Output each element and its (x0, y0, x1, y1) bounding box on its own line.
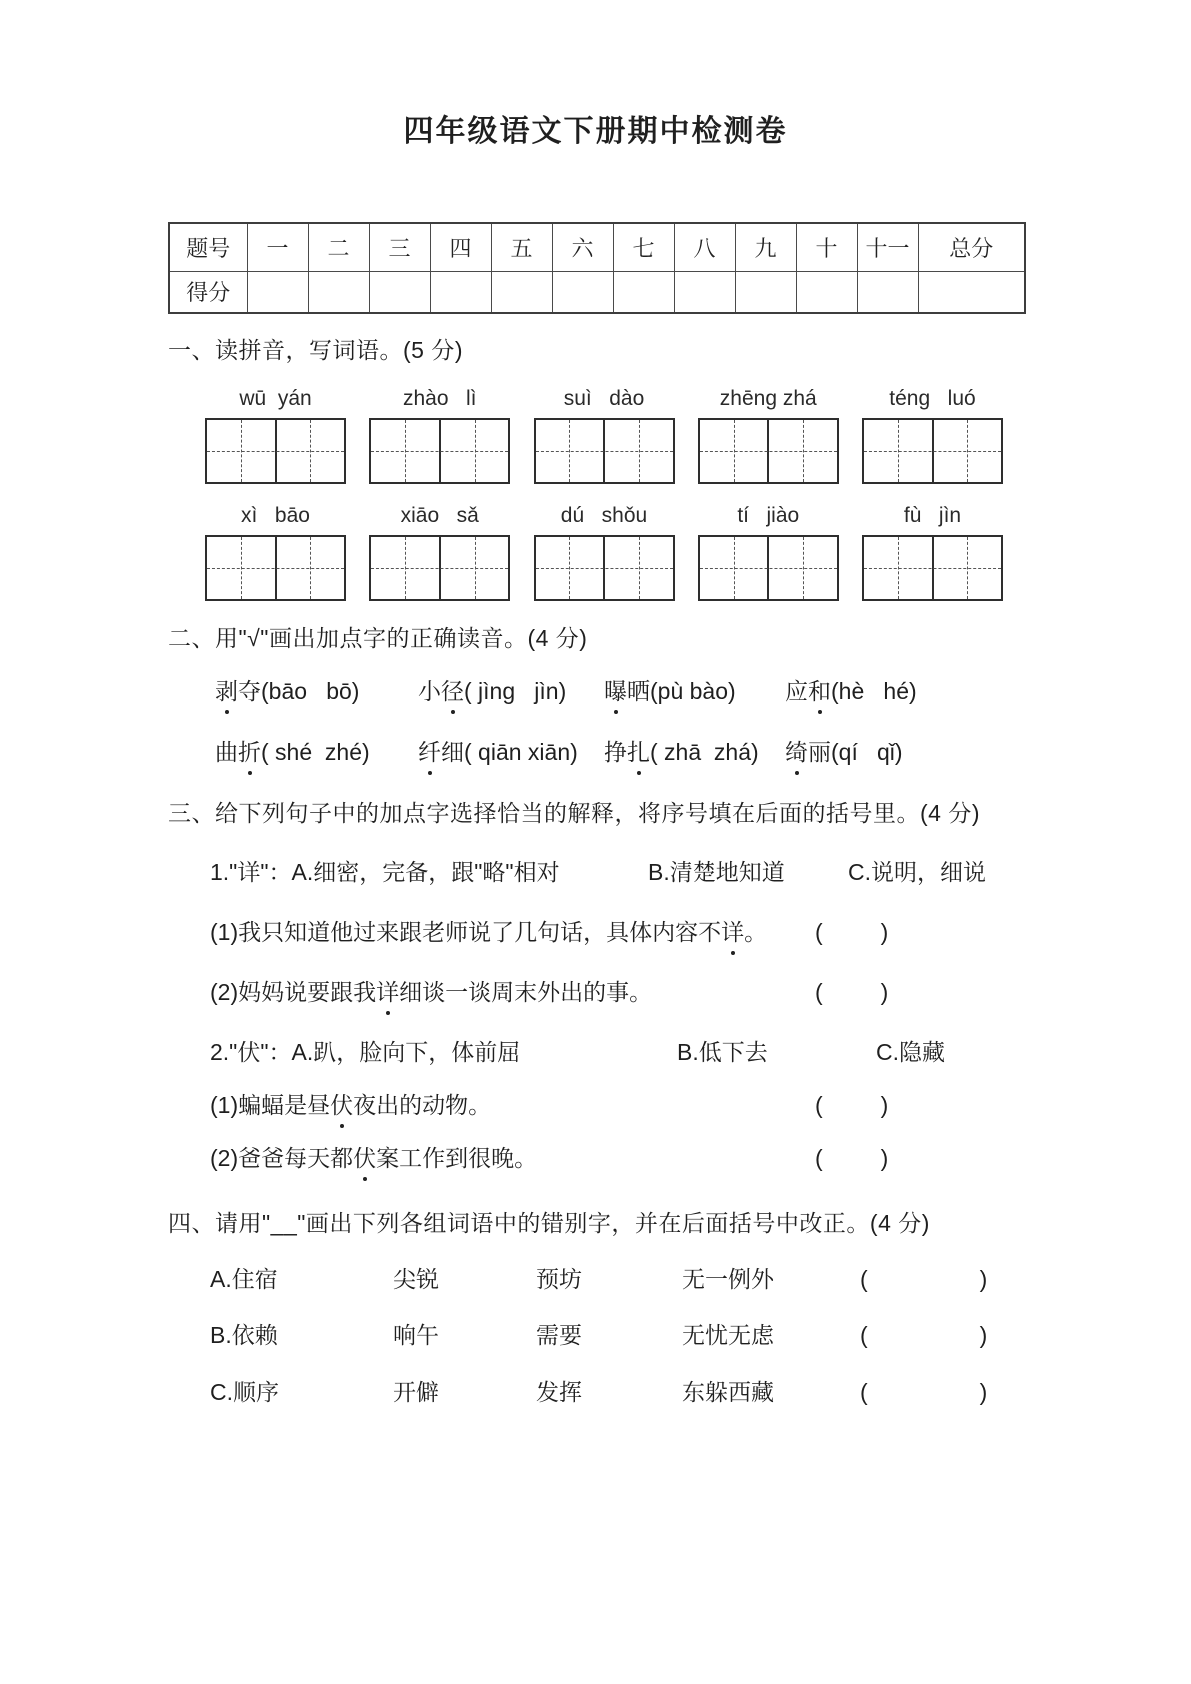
pinyin-item (369, 384, 510, 484)
grid-cell-left (700, 420, 770, 482)
open-paren: ( (860, 1266, 868, 1292)
score-table-col-9: 九 (735, 223, 796, 271)
q2-option-b: B.低下去 (677, 1039, 768, 1065)
grid-cell-right (277, 537, 345, 599)
dotted-char: 绮 (785, 735, 808, 769)
grid-cell-left (207, 537, 277, 599)
pinyin-label: suì dào (563, 387, 645, 410)
pinyin-item (862, 384, 1003, 484)
pronunciation-row-2 (0, 735, 1191, 769)
score-table-col-total: 总分 (918, 223, 1025, 271)
q1-label-and-optA (210, 855, 560, 889)
score-table-col-3: 三 (369, 223, 430, 271)
word-group: 无忧无虑 (682, 1322, 774, 1348)
open-paren: ( (860, 1322, 868, 1348)
pinyin-label: zhēng zhá (719, 387, 817, 410)
q2-option-c: C.隐藏 (876, 1039, 945, 1065)
writing-grid[interactable] (698, 535, 839, 601)
pron-item: 曲折( shé zhé) (215, 735, 370, 769)
pron-item: 应和(hè hé) (785, 674, 917, 708)
pinyin-label: fù jìn (903, 504, 962, 527)
open-paren: ( (815, 1092, 823, 1118)
answer-brackets[interactable] (860, 1375, 987, 1409)
dotted-char: 扎 (627, 735, 650, 769)
section4-heading: 四、请用"__"画出下列各组词语中的错别字，并在后面括号中改正。(4 分) (168, 1210, 930, 1236)
word-group: A.住宿 (210, 1266, 278, 1292)
pron-item: 纤细( qiān xiān) (418, 735, 578, 769)
pinyin-label: zhào lì (402, 387, 477, 410)
s4-row-a (0, 1262, 1191, 1296)
grid-cell-right (769, 537, 837, 599)
pinyin-row-2 (205, 501, 1003, 601)
pinyin-item (698, 384, 839, 484)
grid-cell-left (371, 537, 441, 599)
dotted-char: 纤 (418, 735, 441, 769)
close-paren: ) (880, 1092, 889, 1118)
q2-sentence-1 (0, 1088, 1191, 1122)
open-paren: ( (815, 1145, 823, 1171)
pinyin-item (205, 501, 346, 601)
score-table (168, 222, 1026, 314)
grid-cell-left (371, 420, 441, 482)
pinyin-item (698, 501, 839, 601)
word-group: B.依赖 (210, 1322, 278, 1348)
dotted-char: 剥 (215, 674, 238, 708)
answer-brackets[interactable] (815, 975, 888, 1009)
grid-cell-left (864, 537, 934, 599)
pinyin-row-1 (205, 384, 1003, 484)
grid-cell-left (536, 537, 606, 599)
score-table-header-row (169, 223, 1025, 271)
sentence-text: (1)蝙蝠是昼伏夜出的动物。 (210, 1088, 491, 1122)
answer-space (823, 1112, 881, 1113)
writing-grid[interactable] (205, 418, 346, 484)
score-input-cell[interactable] (552, 271, 613, 313)
writing-grid[interactable] (534, 535, 675, 601)
q1-sentence-2 (0, 975, 1191, 1009)
pinyin-label: xiāo sǎ (400, 504, 479, 527)
pinyin-label: téng luó (889, 387, 976, 410)
writing-grid[interactable] (534, 418, 675, 484)
dotted-char: 伏 (353, 1141, 376, 1175)
grid-cell-right (934, 420, 1002, 482)
score-input-cell[interactable] (491, 271, 552, 313)
dotted-char: 伏 (330, 1088, 353, 1122)
grid-cell-right (934, 537, 1002, 599)
open-paren: ( (815, 979, 823, 1005)
answer-brackets[interactable] (860, 1262, 987, 1296)
close-paren: ) (880, 919, 889, 945)
score-table-col-10: 十 (796, 223, 857, 271)
pinyin-item (205, 384, 346, 484)
answer-brackets[interactable] (815, 915, 888, 949)
score-input-cell[interactable] (796, 271, 857, 313)
answer-space (868, 1342, 980, 1343)
score-table-col-11: 十一 (857, 223, 918, 271)
section2-heading: 二、用"√"画出加点字的正确读音。(4 分) (168, 625, 588, 651)
dotted-char: 曝 (604, 674, 627, 708)
writing-grid[interactable] (369, 535, 510, 601)
pron-item: 挣扎( zhā zhá) (604, 735, 759, 769)
word-group: 响午 (393, 1322, 439, 1348)
score-input-cell[interactable] (857, 271, 918, 313)
q1-option-b: B.清楚地知道 (648, 859, 785, 885)
pinyin-label: wū yán (239, 387, 312, 410)
pron-item: 剥夺(bāo bō) (215, 674, 359, 708)
grid-cell-left (536, 420, 606, 482)
pinyin-item (534, 384, 675, 484)
q2-label-and-optA (210, 1035, 520, 1069)
answer-space (868, 1399, 980, 1400)
grid-cell-left (207, 420, 277, 482)
grid-cell-left (864, 420, 934, 482)
pron-item: 曝晒(pù bào) (604, 674, 736, 708)
score-input-cell[interactable] (430, 271, 491, 313)
pronunciation-row-1 (0, 674, 1191, 708)
word-group: 需要 (536, 1322, 582, 1348)
grid-cell-right (605, 537, 673, 599)
score-input-cell[interactable] (369, 271, 430, 313)
answer-space (823, 1165, 881, 1166)
q1-sentence-1 (0, 915, 1191, 949)
writing-grid[interactable] (862, 535, 1003, 601)
q2-options-line (0, 1035, 1191, 1069)
q1-option-c: C.说明，细说 (848, 859, 986, 885)
sentence-text: (2)爸爸每天都伏案工作到很晚。 (210, 1141, 537, 1175)
q2-label: 2."伏"： (210, 1039, 292, 1065)
sentence-text: (2)妈妈说要跟我详细谈一谈周末外出的事。 (210, 975, 652, 1009)
score-table-corner-label: 题号 (169, 223, 247, 271)
score-input-cell[interactable] (735, 271, 796, 313)
q1-label: 1."详"： (210, 859, 292, 885)
pinyin-label: dú shǒu (560, 504, 648, 527)
s4-row-b (0, 1318, 1191, 1352)
grid-cell-left (700, 537, 770, 599)
score-table-col-8: 八 (674, 223, 735, 271)
section3-heading: 三、给下列句子中的加点字选择恰当的解释，将序号填在后面的括号里。(4 分) (168, 800, 980, 826)
open-paren: ( (860, 1379, 868, 1405)
score-input-cell[interactable] (674, 271, 735, 313)
q2-option-a: A.趴，脸向下，体前屈 (291, 1039, 521, 1065)
score-table-col-7: 七 (613, 223, 674, 271)
answer-brackets[interactable] (815, 1088, 888, 1122)
answer-space (823, 939, 881, 940)
answer-space (823, 999, 881, 1000)
word-group: 无一例外 (682, 1266, 774, 1292)
score-input-cell[interactable] (247, 271, 308, 313)
grid-cell-right (605, 420, 673, 482)
score-table-score-row (169, 271, 1025, 313)
word-group: 预坊 (536, 1266, 582, 1292)
q1-option-a: A.细密，完备，跟"略"相对 (291, 859, 560, 885)
answer-brackets[interactable] (860, 1318, 987, 1352)
close-paren: ) (880, 979, 889, 1005)
close-paren: ) (979, 1379, 988, 1405)
score-input-cell[interactable] (308, 271, 369, 313)
close-paren: ) (979, 1266, 988, 1292)
dotted-char: 详 (376, 975, 399, 1009)
pron-item: 小径( jìng jìn) (418, 674, 566, 708)
score-table-col-6: 六 (552, 223, 613, 271)
q1-options-line (0, 855, 1191, 889)
q2-sentence-2 (0, 1141, 1191, 1175)
grid-cell-right (769, 420, 837, 482)
grid-cell-right (441, 420, 509, 482)
page-title: 四年级语文下册期中检测卷 (403, 115, 788, 148)
pinyin-label: xì bāo (241, 504, 310, 527)
score-table-col-1: 一 (247, 223, 308, 271)
score-row-label: 得分 (169, 271, 247, 313)
score-table-col-2: 二 (308, 223, 369, 271)
word-group: 尖锐 (393, 1266, 439, 1292)
dotted-char: 折 (238, 735, 261, 769)
word-group: C.顺序 (210, 1379, 279, 1405)
open-paren: ( (815, 919, 823, 945)
close-paren: ) (979, 1322, 988, 1348)
writing-grid[interactable] (369, 418, 510, 484)
score-input-cell-total[interactable] (918, 271, 1025, 313)
pinyin-item (862, 501, 1003, 601)
word-group: 东躲西藏 (682, 1379, 774, 1405)
answer-brackets[interactable] (815, 1141, 888, 1175)
score-table-col-5: 五 (491, 223, 552, 271)
answer-space (868, 1286, 980, 1287)
close-paren: ) (880, 1145, 889, 1171)
writing-grid[interactable] (698, 418, 839, 484)
s4-row-c (0, 1375, 1191, 1409)
writing-grid[interactable] (862, 418, 1003, 484)
score-table-col-4: 四 (430, 223, 491, 271)
writing-grid[interactable] (205, 535, 346, 601)
dotted-char: 和 (808, 674, 831, 708)
pinyin-item (369, 501, 510, 601)
word-group: 发挥 (536, 1379, 582, 1405)
section1-heading: 一、读拼音，写词语。(5 分) (168, 337, 463, 363)
grid-cell-right (441, 537, 509, 599)
pinyin-label: tí jiào (737, 504, 800, 527)
pinyin-item (534, 501, 675, 601)
score-input-cell[interactable] (613, 271, 674, 313)
grid-cell-right (277, 420, 345, 482)
sentence-text: (1)我只知道他过来跟老师说了几句话，具体内容不详。 (210, 915, 767, 949)
dotted-char: 详 (721, 915, 744, 949)
word-group: 开僻 (393, 1379, 439, 1405)
dotted-char: 径 (441, 674, 464, 708)
pron-item: 绮丽(qí qǐ) (785, 735, 903, 769)
